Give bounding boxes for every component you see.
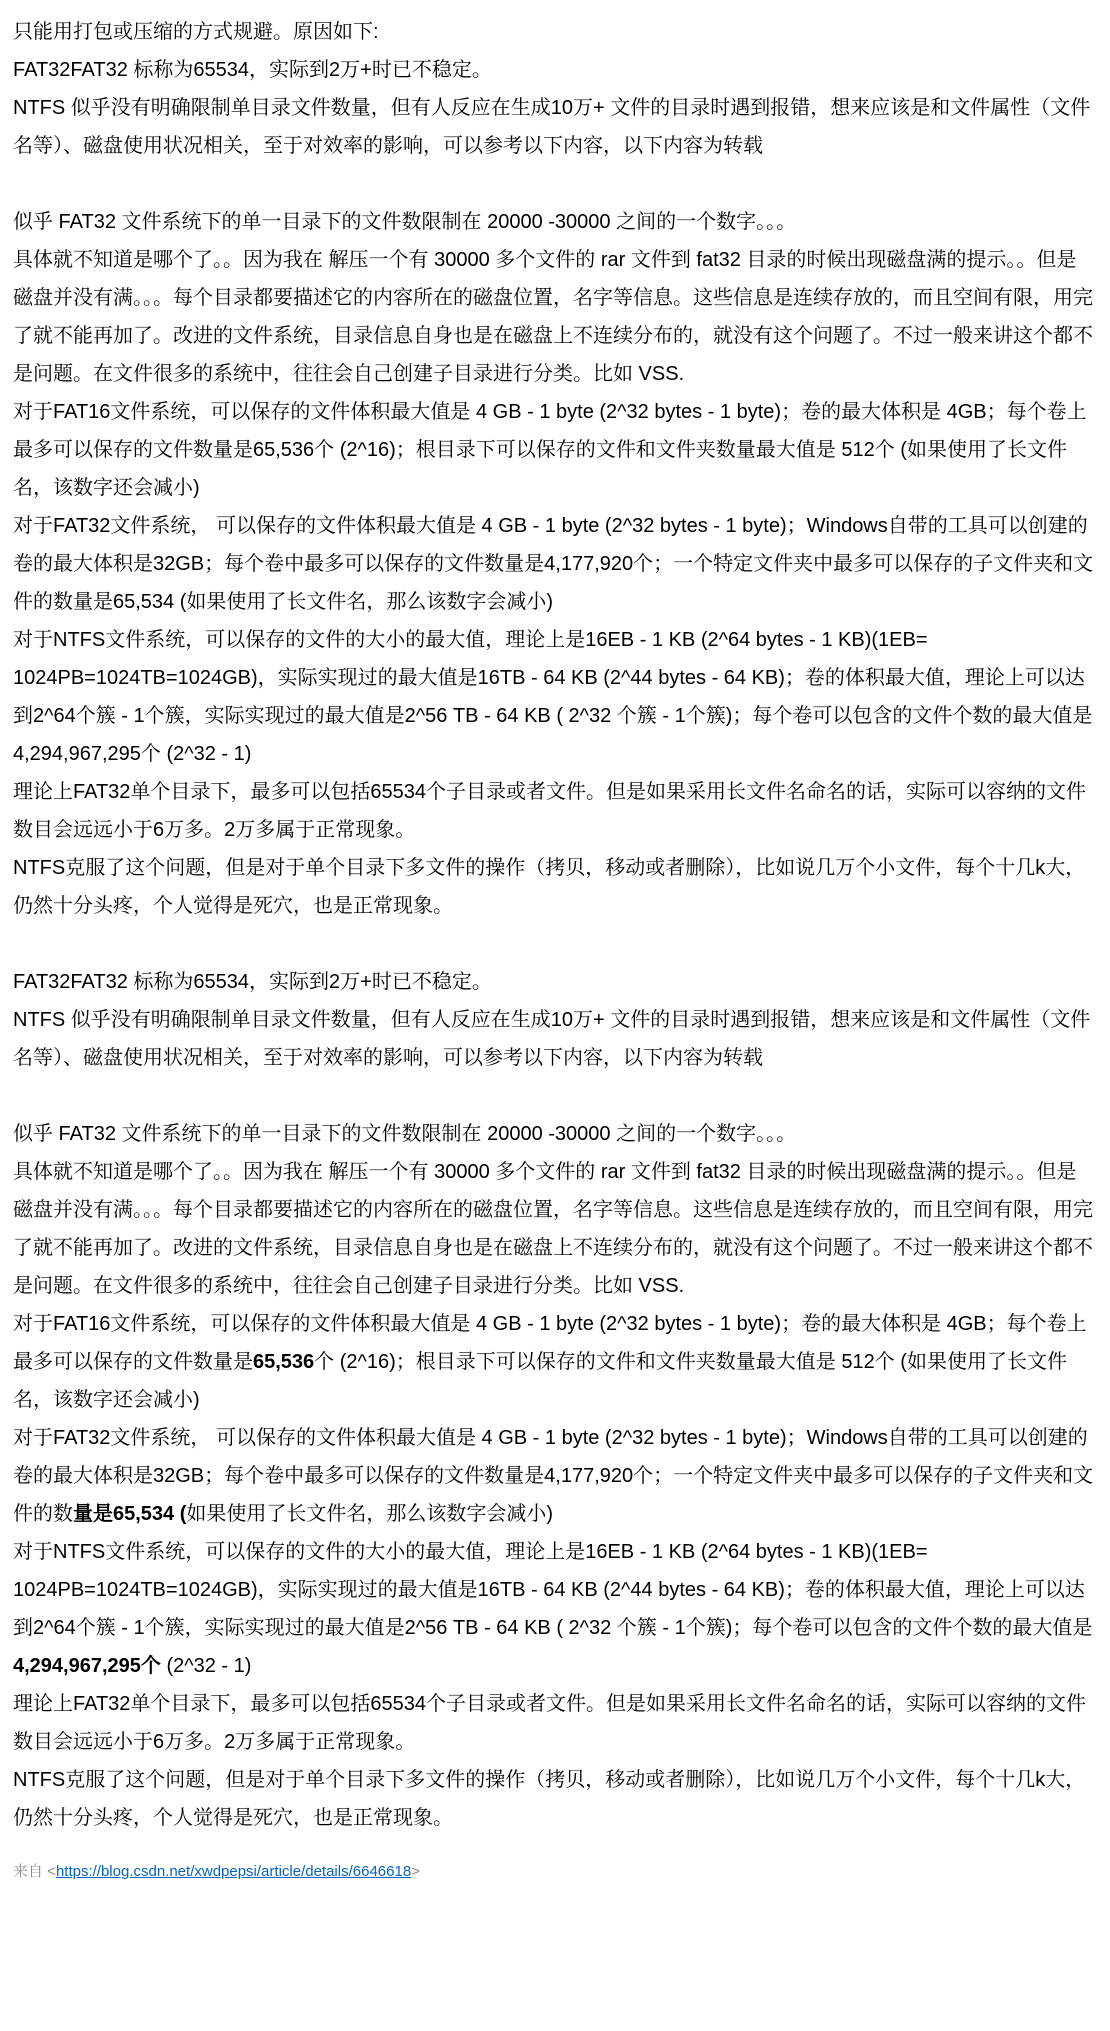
paragraph xyxy=(13,621,1096,773)
paragraph xyxy=(13,241,1096,393)
paragraph xyxy=(13,963,1096,1001)
paragraph xyxy=(13,51,1096,89)
text-run: 对于NTFS文件系统，可以保存的文件的大小的最大值，理论上是16EB - 1 KB (2^64 bytes - 1 KB)(1EB= 1024PB=1024TB=1024GB)，实际实现过的最大值是16TB - 64 KB (2^44 bytes - 64 KB)；卷的体积最大值，理论上可以达到2^64个簇 - 1个簇，实际实现过的最大值是2^56 TB - 64 KB ( 2^32 个簇 - 1个簇)；每个卷可以包含的文件个数的最大值是 xyxy=(13,1541,1093,1639)
text-run: NTFS 似乎没有明确限制单目录文件数量，但有人反应在生成10万+ 文件的目录时遇到报错，想来应该是和文件属性（文件名等）、磁盘使用状况相关，至于对效率的影响，可以参考以下内容，以下内容为转载 xyxy=(13,1009,1091,1069)
text-run: 理论上FAT32单个目录下，最多可以包括65534个子目录或者文件。但是如果采用长文件名命名的话，实际可以容纳的文件数目会远远小于6万多。2万多属于正常现象。 xyxy=(13,1693,1087,1753)
text-run: FAT32FAT32 标称为65534，实际到2万+时已不稳定。 xyxy=(13,59,492,81)
paragraph xyxy=(13,507,1096,621)
paragraph xyxy=(13,89,1096,165)
paragraph xyxy=(13,13,1096,51)
paragraph xyxy=(13,1153,1096,1305)
text-run: 似乎 FAT32 文件系统下的单一目录下的文件数限制在 20000 -30000 之间的一个数字。。。 xyxy=(13,211,797,233)
text-run: 对于FAT32文件系统， 可以保存的文件体积最大值是 4 GB - 1 byte (2^32 bytes - 1 byte)；Windows自带的工具可以创建的卷的最大体积是32GB；每个卷中最多可以保存的文件数量是4,177,920个；一个特定文件夹中最多可以保存的子文件夹和文件的数 xyxy=(13,1427,1094,1525)
paragraph xyxy=(13,1305,1096,1419)
text-run: 个 (2^16)；根目录下可以保存的文件和文件夹数量最大值是 512个 (如果使用了长文件名，该数字还会减小) xyxy=(13,1351,1067,1411)
source-open-bracket: < xyxy=(47,1863,56,1880)
source-link[interactable]: https://blog.csdn.net/xwdpepsi/article/details/6646618 xyxy=(55,1863,412,1880)
text-run: 65,536 xyxy=(253,1351,315,1373)
paragraph xyxy=(13,1685,1096,1761)
paragraph xyxy=(13,1761,1096,1837)
blank-line xyxy=(13,165,1096,203)
text-run: 具体就不知道是哪个了。。因为我在 解压一个有 30000 多个文件的 rar 文件到 fat32 目录的时候出现磁盘满的提示。。但是磁盘并没有满。。。每个目录都要描述它的内容所在的磁盘位置，名字等信息。这些信息是连续存放的，而且空间有限，用完了就不能再加了。改进的文件系统，目录信息自身也是在磁盘上不连续分布的，就没有这个问题了。不过一般来讲这个都不是问题。在文件很多的系统中，往往会自己创建子目录进行分类。比如 VSS. xyxy=(13,1161,1093,1297)
text-run: NTFS克服了这个问题，但是对于单个目录下多文件的操作（拷贝，移动或者删除），比如说几万个小文件，每个十几k大，仍然十分头疼，个人觉得是死穴，也是正常现象。 xyxy=(13,1769,1086,1829)
source-prefix: 来自 xyxy=(13,1863,48,1880)
text-run: 对于FAT32文件系统， 可以保存的文件体积最大值是 4 GB - 1 byte (2^32 bytes - 1 byte)；Windows自带的工具可以创建的卷的最大体积是32GB；每个卷中最多可以保存的文件数量是4,177,920个；一个特定文件夹中最多可以保存的子文件夹和文件的数量是65,534 (如果使用了长文件名，那么该数字会减小) xyxy=(13,515,1094,613)
text-run: 只能用打包或压缩的方式规避。原因如下: xyxy=(13,21,379,43)
text-run: (2^32 - 1) xyxy=(160,1655,252,1677)
paragraph xyxy=(13,1419,1096,1533)
paragraph xyxy=(13,773,1096,849)
source-close-bracket: > xyxy=(411,1863,420,1880)
text-run: 对于FAT16文件系统，可以保存的文件体积最大值是 4 GB - 1 byte (2^32 bytes - 1 byte)；卷的最大体积是 4GB；每个卷上最多可以保存的文件数量是 xyxy=(13,1313,1087,1373)
text-run: 量是65,534 ( xyxy=(73,1503,187,1525)
source-line xyxy=(13,1861,1096,1883)
text-run: 似乎 FAT32 文件系统下的单一目录下的文件数限制在 20000 -30000 之间的一个数字。。。 xyxy=(13,1123,797,1145)
document-body xyxy=(13,13,1096,1837)
blank-line xyxy=(13,1077,1096,1115)
text-run: 如果使用了长文件名，那么该数字会减小) xyxy=(186,1503,554,1525)
paragraph xyxy=(13,203,1096,241)
text-run: 理论上FAT32单个目录下，最多可以包括65534个子目录或者文件。但是如果采用长文件名命名的话，实际可以容纳的文件数目会远远小于6万多。2万多属于正常现象。 xyxy=(13,781,1087,841)
text-run: 具体就不知道是哪个了。。因为我在 解压一个有 30000 多个文件的 rar 文件到 fat32 目录的时候出现磁盘满的提示。。但是磁盘并没有满。。。每个目录都要描述它的内容所在的磁盘位置，名字等信息。这些信息是连续存放的，而且空间有限，用完了就不能再加了。改进的文件系统，目录信息自身也是在磁盘上不连续分布的，就没有这个问题了。不过一般来讲这个都不是问题。在文件很多的系统中，往往会自己创建子目录进行分类。比如 VSS. xyxy=(13,249,1093,385)
text-run: 对于NTFS文件系统，可以保存的文件的大小的最大值，理论上是16EB - 1 KB (2^64 bytes - 1 KB)(1EB= 1024PB=1024TB=1024GB)，实际实现过的最大值是16TB - 64 KB (2^44 bytes - 64 KB)；卷的体积最大值，理论上可以达到2^64个簇 - 1个簇，实际实现过的最大值是2^56 TB - 64 KB ( 2^32 个簇 - 1个簇)；每个卷可以包含的文件个数的最大值是4,294,967,295个 (2^32 - 1) xyxy=(13,629,1093,765)
text-run: FAT32FAT32 标称为65534，实际到2万+时已不稳定。 xyxy=(13,971,492,993)
text-run: NTFS 似乎没有明确限制单目录文件数量，但有人反应在生成10万+ 文件的目录时遇到报错，想来应该是和文件属性（文件名等）、磁盘使用状况相关，至于对效率的影响，可以参考以下内容，以下内容为转载 xyxy=(13,97,1091,157)
text-run: 对于FAT16文件系统，可以保存的文件体积最大值是 4 GB - 1 byte (2^32 bytes - 1 byte)；卷的最大体积是 4GB；每个卷上最多可以保存的文件数量是65,536个 (2^16)；根目录下可以保存的文件和文件夹数量最大值是 512个 (如果使用了长文件名，该数字还会减小) xyxy=(13,401,1087,499)
blank-line xyxy=(13,925,1096,963)
paragraph xyxy=(13,1001,1096,1077)
paragraph xyxy=(13,393,1096,507)
paragraph xyxy=(13,1533,1096,1685)
text-run: NTFS克服了这个问题，但是对于单个目录下多文件的操作（拷贝，移动或者删除），比如说几万个小文件，每个十几k大，仍然十分头疼，个人觉得是死穴，也是正常现象。 xyxy=(13,857,1086,917)
text-run: 4,294,967,295个 xyxy=(13,1655,161,1677)
paragraph xyxy=(13,849,1096,925)
paragraph xyxy=(13,1115,1096,1153)
